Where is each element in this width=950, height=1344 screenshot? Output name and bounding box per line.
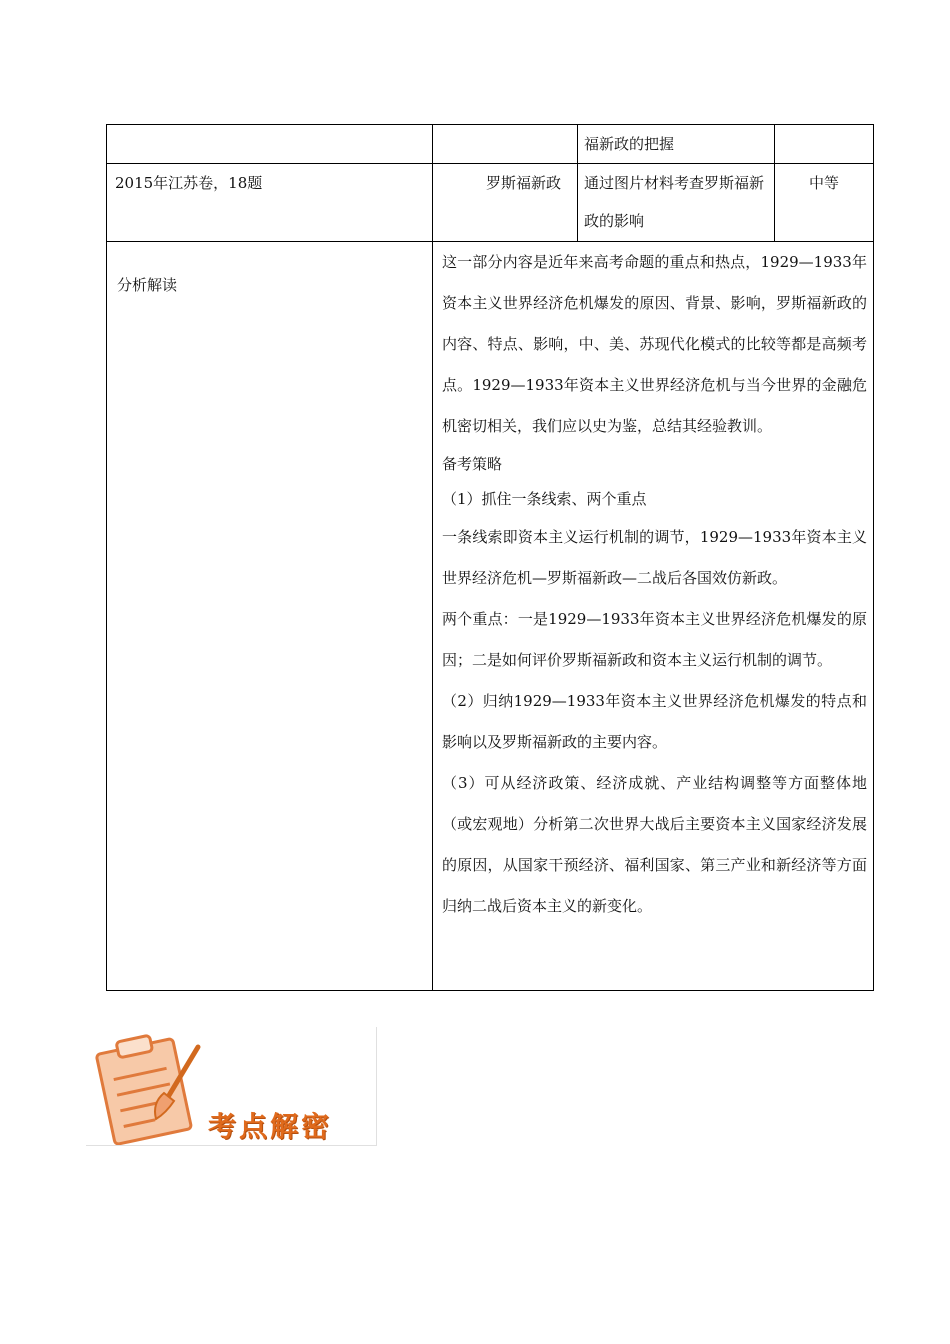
strategy-line-clue: 一条线索即资本主义运行机制的调节，1929—1933年资本主义世界经济危机—罗斯福新政—二战后各国效仿新政。 — [442, 528, 867, 587]
table-cell-analysis — [433, 242, 874, 991]
topic-text: 罗斯福新政 — [485, 174, 561, 192]
difficulty-text: 中等 — [808, 174, 839, 192]
table-cell-empty — [433, 125, 578, 164]
analysis-label: 分析解读 — [117, 276, 178, 294]
strategy-item-2: （2）归纳1929—1933年资本主义世界经济危机爆发的特点和影响以及罗斯福新政的主要内容。 — [442, 692, 867, 751]
description-continued-text: 福新政的把握 — [584, 135, 675, 153]
table-cell-difficulty — [775, 164, 874, 242]
table-cell-empty — [775, 125, 874, 164]
table-cell-description — [578, 164, 775, 242]
strategy-heading: 备考策略 — [442, 455, 503, 473]
table-cell-empty — [107, 125, 433, 164]
analysis-body — [433, 242, 873, 927]
table-row — [107, 164, 874, 242]
exam-source-text: 2015年江苏卷，18题 — [115, 174, 263, 192]
banner-title: 考点解密 — [208, 1110, 333, 1143]
table-cell-topic — [433, 164, 578, 242]
description-text: 通过图片材料考查罗斯福新政的影响 — [584, 174, 765, 230]
table-cell-source — [107, 164, 433, 242]
strategy-item-3: （3）可从经济政策、经济成就、产业结构调整等方面整体地（或宏观地）分析第二次世界大战后主要资本主义国家经济发展的原因，从国家干预经济、福利国家、第三产业和新经济等方面归纳二战后资本主义的新变化。 — [442, 774, 867, 915]
strategy-two-focus: 两个重点：一是1929—1933年资本主义世界经济危机爆发的原因；二是如何评价罗斯福新政和资本主义运行机制的调节。 — [442, 610, 867, 669]
section-banner — [86, 1027, 377, 1146]
analysis-paragraph-intro: 这一部分内容是近年来高考命题的重点和热点，1929—1933年资本主义世界经济危机爆发的原因、背景、影响，罗斯福新政的内容、特点、影响，中、美、苏现代化模式的比较等都是高频考点。1929—1933年资本主义世界经济危机与当今世界的金融危机密切相关，我们应以史为鉴，总结其经验教训。 — [442, 253, 867, 435]
table-row — [107, 242, 874, 991]
table-row — [107, 125, 874, 164]
exam-analysis-table — [106, 124, 874, 991]
strategy-item-1: （1）抓住一条线索、两个重点 — [442, 490, 647, 508]
table-cell-description-continued — [578, 125, 775, 164]
table-cell-label — [107, 242, 433, 991]
